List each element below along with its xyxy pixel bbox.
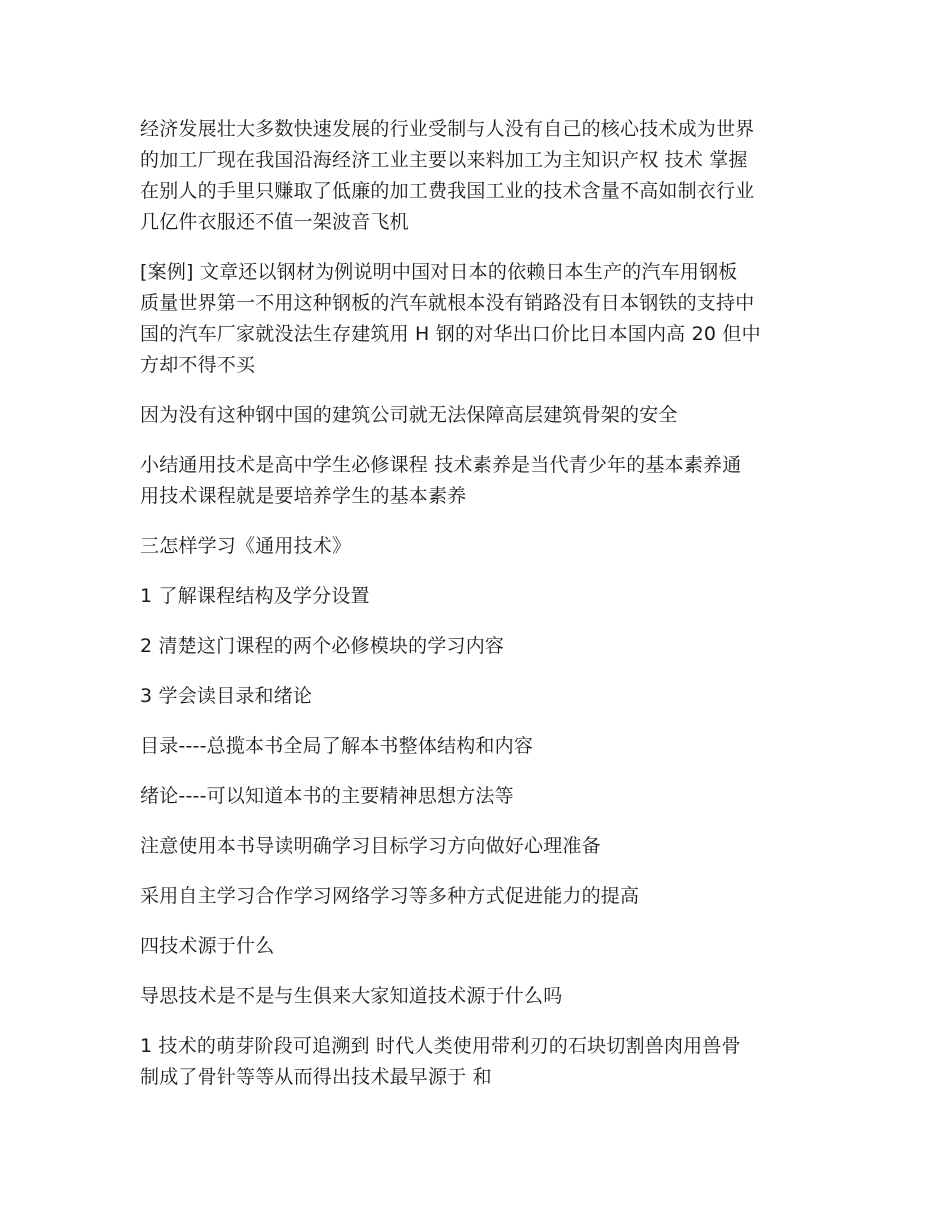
text-line: 2 清楚这门课程的两个必修模块的学习内容 [140,635,505,657]
text-line: 三怎样学习《通用技术》 [140,535,352,557]
text-line: 目录----总揽本书全局了解本书整体结构和内容 [140,735,534,757]
paragraph [140,581,820,612]
text-line: [案例] 文章还以钢材为例说明中国对日本的依赖日本生产的汽车用钢板 [140,261,738,283]
text-line: 1 了解课程结构及学分设置 [140,585,370,607]
paragraph [140,400,820,431]
paragraph [140,881,820,912]
text-line: 注意使用本书导读明确学习目标学习方向做好心理准备 [140,835,601,857]
paragraph [140,931,820,962]
paragraph [140,450,820,512]
text-line: 因为没有这种钢中国的建筑公司就无法保障高层建筑骨架的安全 [140,404,678,426]
paragraph [140,631,820,662]
paragraph [140,681,820,712]
paragraph [140,531,820,562]
text-line: 的加工厂现在我国沿海经济工业主要以来料加工为主知识产权 技术 掌握 [140,149,748,171]
text-line: 质量世界第一不用这种钢板的汽车就根本没有销路没有日本钢铁的支持中 [140,292,755,314]
text-line: 国的汽车厂家就没法生存建筑用 H 钢的对华出口价比日本国内高 20 但中 [140,323,761,345]
text-line: 绪论----可以知道本书的主要精神思想方法等 [140,785,514,807]
text-line: 3 学会读目录和绪论 [140,685,313,707]
paragraph [140,731,820,762]
text-line: 在别人的手里只赚取了低廉的加工费我国工业的技术含量不高如制衣行业 [140,180,755,202]
text-line: 制成了骨针等等从而得出技术最早源于 和 [140,1066,492,1088]
text-line: 方却不得不买 [140,354,256,376]
paragraph [140,781,820,812]
document-body [140,114,820,1112]
paragraph [140,257,820,381]
text-line: 几亿件衣服还不值一架波音飞机 [140,211,409,233]
text-line: 1 技术的萌芽阶段可追溯到 时代人类使用带利刃的石块切割兽肉用兽骨 [140,1035,741,1057]
text-line: 小结通用技术是高中学生必修课程 技术素养是当代青少年的基本素养通 [140,454,742,476]
paragraph [140,981,820,1012]
text-line: 经济发展壮大多数快速发展的行业受制与人没有自己的核心技术成为世界 [140,118,755,140]
text-line: 用技术课程就是要培养学生的基本素养 [140,485,467,507]
paragraph [140,1031,820,1093]
text-line: 导思技术是不是与生俱来大家知道技术源于什么吗 [140,985,563,1007]
text-line: 四技术源于什么 [140,935,275,957]
paragraph [140,831,820,862]
paragraph [140,114,820,238]
text-line: 采用自主学习合作学习网络学习等多种方式促进能力的提高 [140,885,640,907]
